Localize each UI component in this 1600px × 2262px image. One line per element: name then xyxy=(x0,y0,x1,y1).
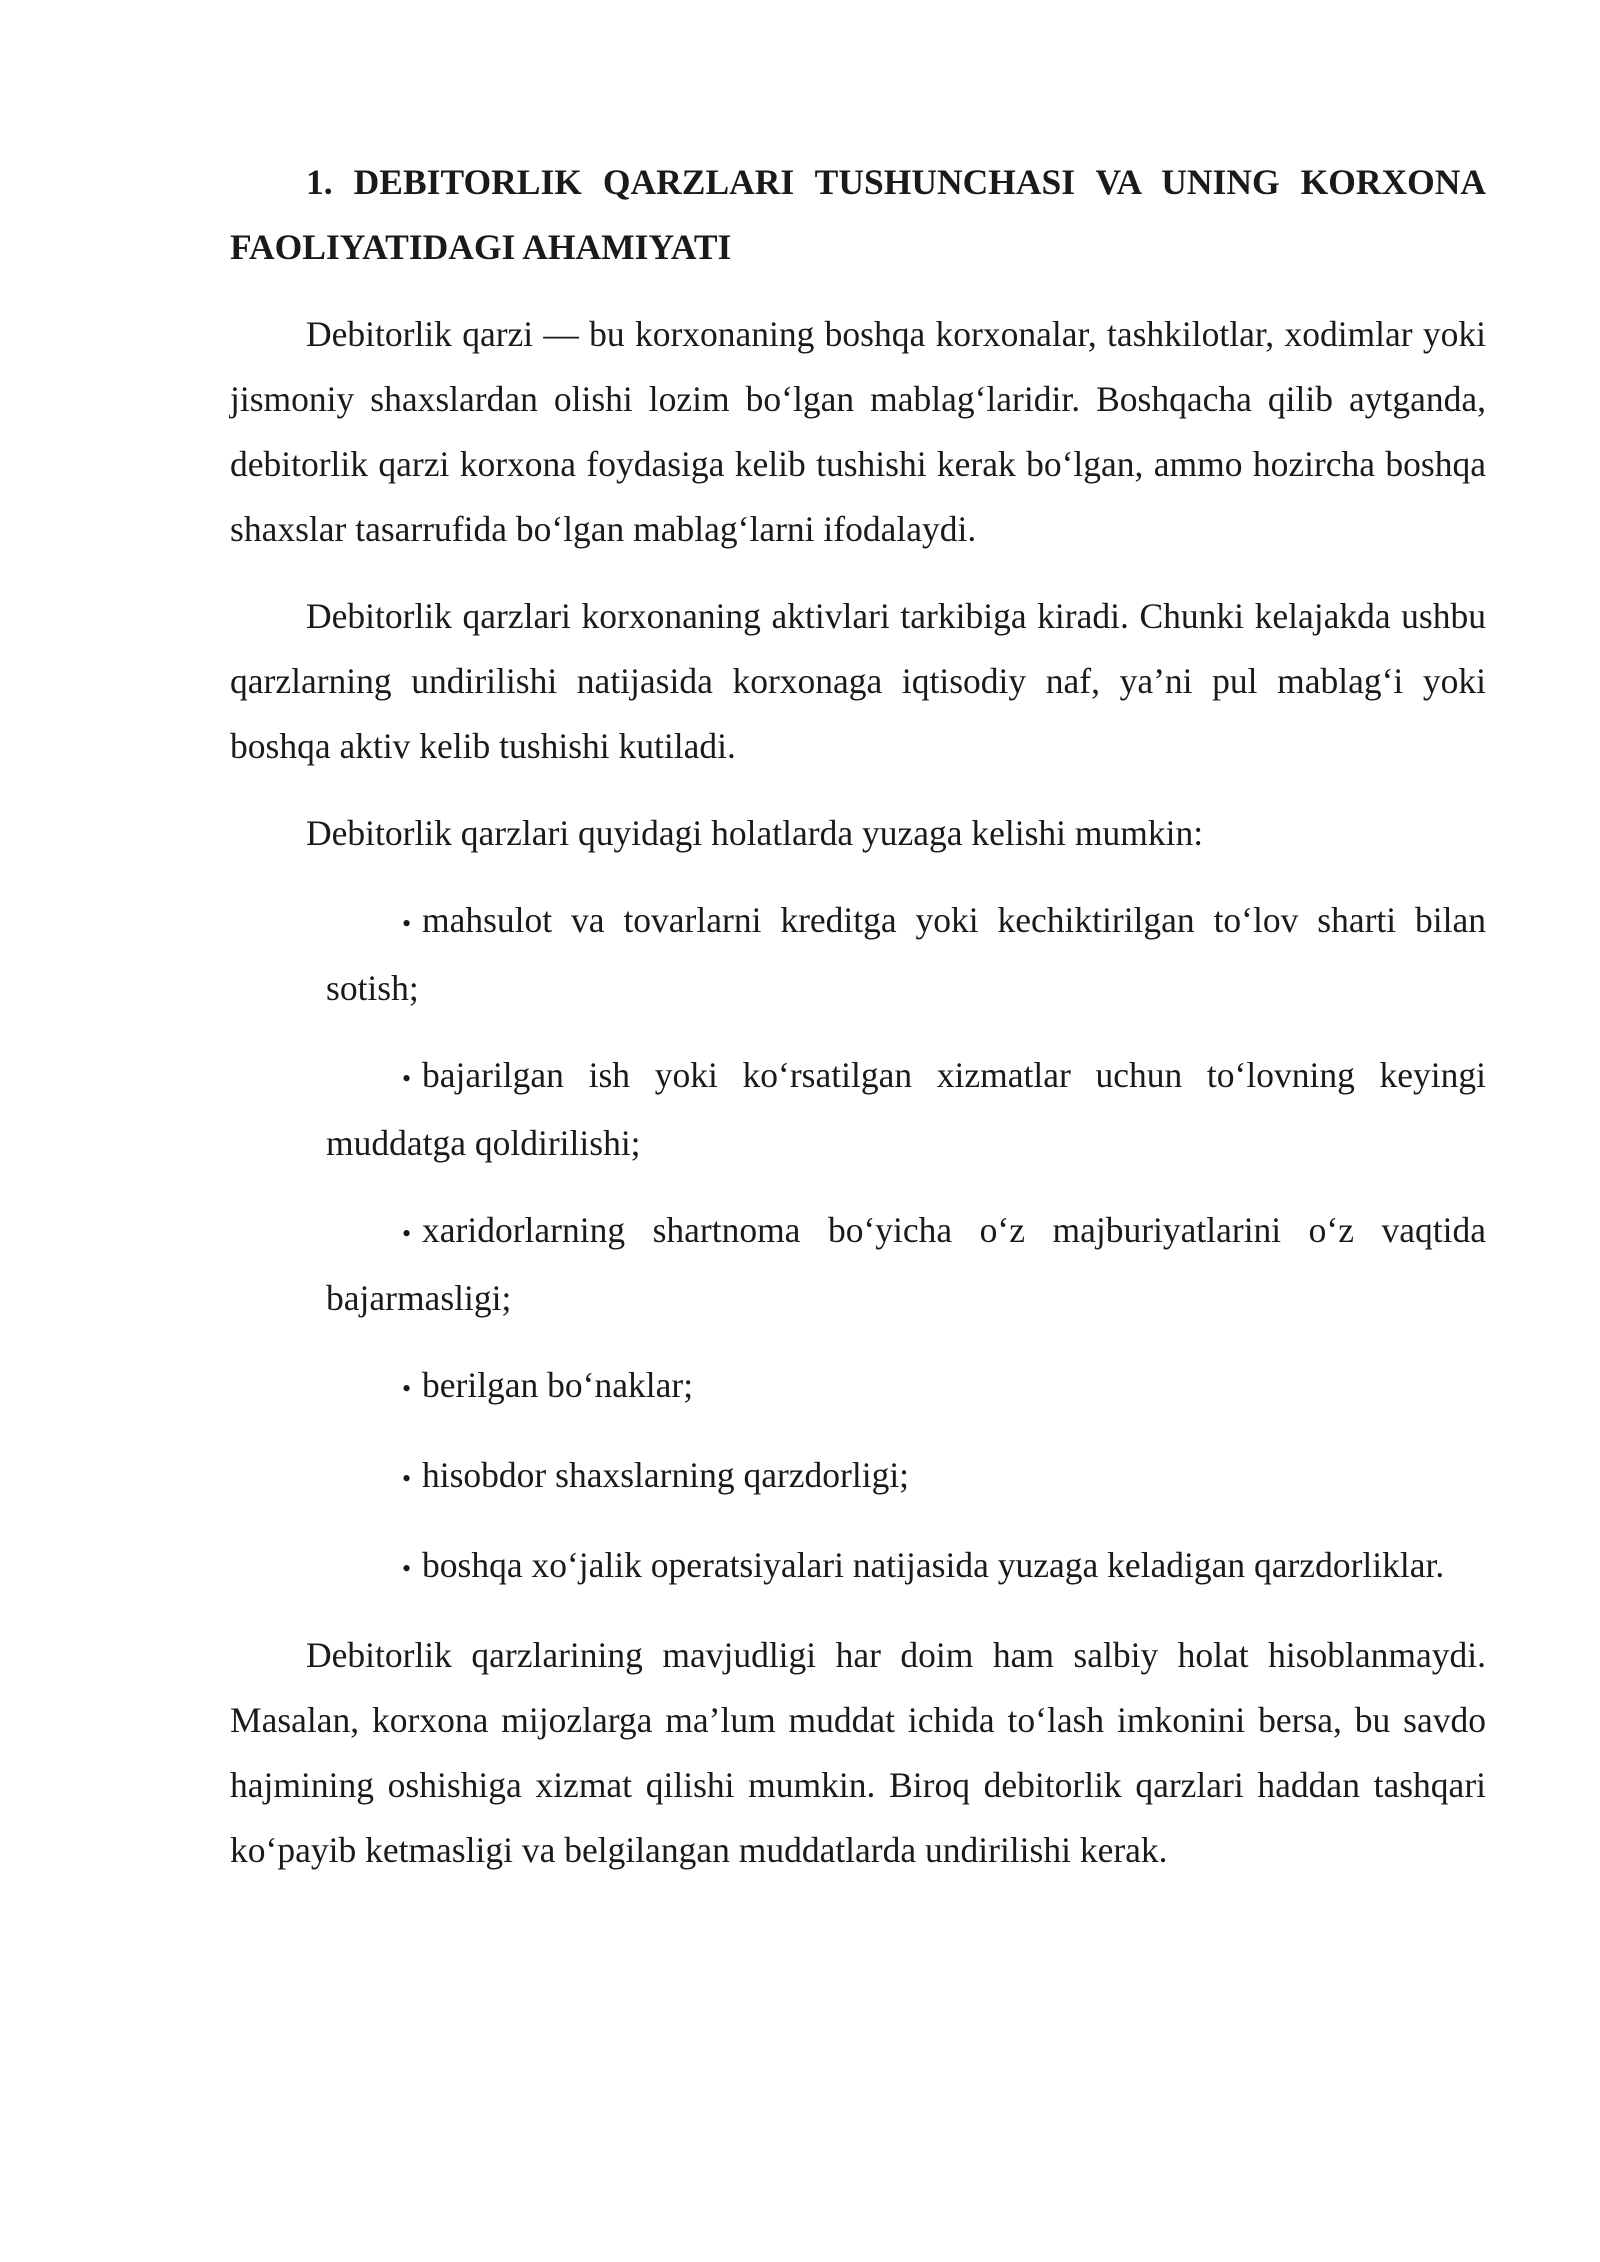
list-item-text: boshqa xo‘jalik operatsiyalari natijasida yuzaga keladigan qarzdorliklar. xyxy=(422,1545,1445,1585)
list-item xyxy=(230,888,1486,1021)
list-item xyxy=(230,1198,1486,1331)
paragraph-list-intro: Debitorlik qarzlari quyidagi holatlarda yuzaga kelishi mumkin: xyxy=(306,813,1204,853)
section-heading: 1. DEBITORLIK QARZLARI TUSHUNCHASI VA UNING KORXONA FAOLIYATIDAGI AHAMIYATI xyxy=(230,162,1486,267)
paragraph-closing: Debitorlik qarzlarining mavjudligi har doim ham salbiy holat hisoblanmaydi. Masalan, korxona mijozlarga ma’lum muddat ichida to‘lash imkonini bersa, bu savdo hajmining oshishiga xizmat qilishi mumkin. Biroq debitorlik qarzlari haddan tashqari ko‘payib ketmasligi va belgilangan muddatlarda undirilishi kerak. xyxy=(230,1635,1486,1870)
bullet-icon: • xyxy=(402,1219,412,1248)
list-item xyxy=(230,1353,1486,1421)
bullet-icon: • xyxy=(402,909,412,938)
list-item xyxy=(230,1533,1486,1601)
paragraph-definition: Debitorlik qarzi — bu korxonaning boshqa korxonalar, tashkilotlar, xodimlar yoki jismoniy shaxslardan olishi lozim bo‘lgan mablag‘laridir. Boshqacha qilib aytganda, debitorlik qarzi korxona foydasiga kelib tushishi kerak bo‘lgan, ammo hozircha boshqa shaxslar tasarrufida bo‘lgan mablag‘larni ifodalaydi. xyxy=(230,314,1486,549)
bullet-icon: • xyxy=(402,1374,412,1403)
bullet-icon: • xyxy=(402,1064,412,1093)
bullet-icon: • xyxy=(402,1554,412,1583)
list-item-text: hisobdor shaxslarning qarzdorligi; xyxy=(422,1455,910,1495)
list-item-text: mahsulot va tovarlarni kreditga yoki kechiktirilgan to‘lov sharti bilan sotish; xyxy=(326,900,1486,1008)
list-item-text: berilgan bo‘naklar; xyxy=(422,1365,694,1405)
bullet-icon: • xyxy=(402,1464,412,1493)
list-item-text: bajarilgan ish yoki ko‘rsatilgan xizmatlar uchun to‘lovning keyingi muddatga qoldirilishi; xyxy=(326,1055,1486,1163)
list-item xyxy=(230,1043,1486,1176)
bullet-list xyxy=(230,888,1486,1601)
list-item-text: xaridorlarning shartnoma bo‘yicha o‘z majburiyatlarini o‘z vaqtida bajarmasligi; xyxy=(326,1210,1486,1318)
paragraph-assets: Debitorlik qarzlari korxonaning aktivlari tarkibiga kiradi. Chunki kelajakda ushbu qarzlarning undirilishi natijasida korxonaga iqtisodiy naf, ya’ni pul mablag‘i yoki boshqa aktiv kelib tushishi kutiladi. xyxy=(230,596,1486,766)
document-page xyxy=(230,150,1486,1905)
list-item xyxy=(230,1443,1486,1511)
